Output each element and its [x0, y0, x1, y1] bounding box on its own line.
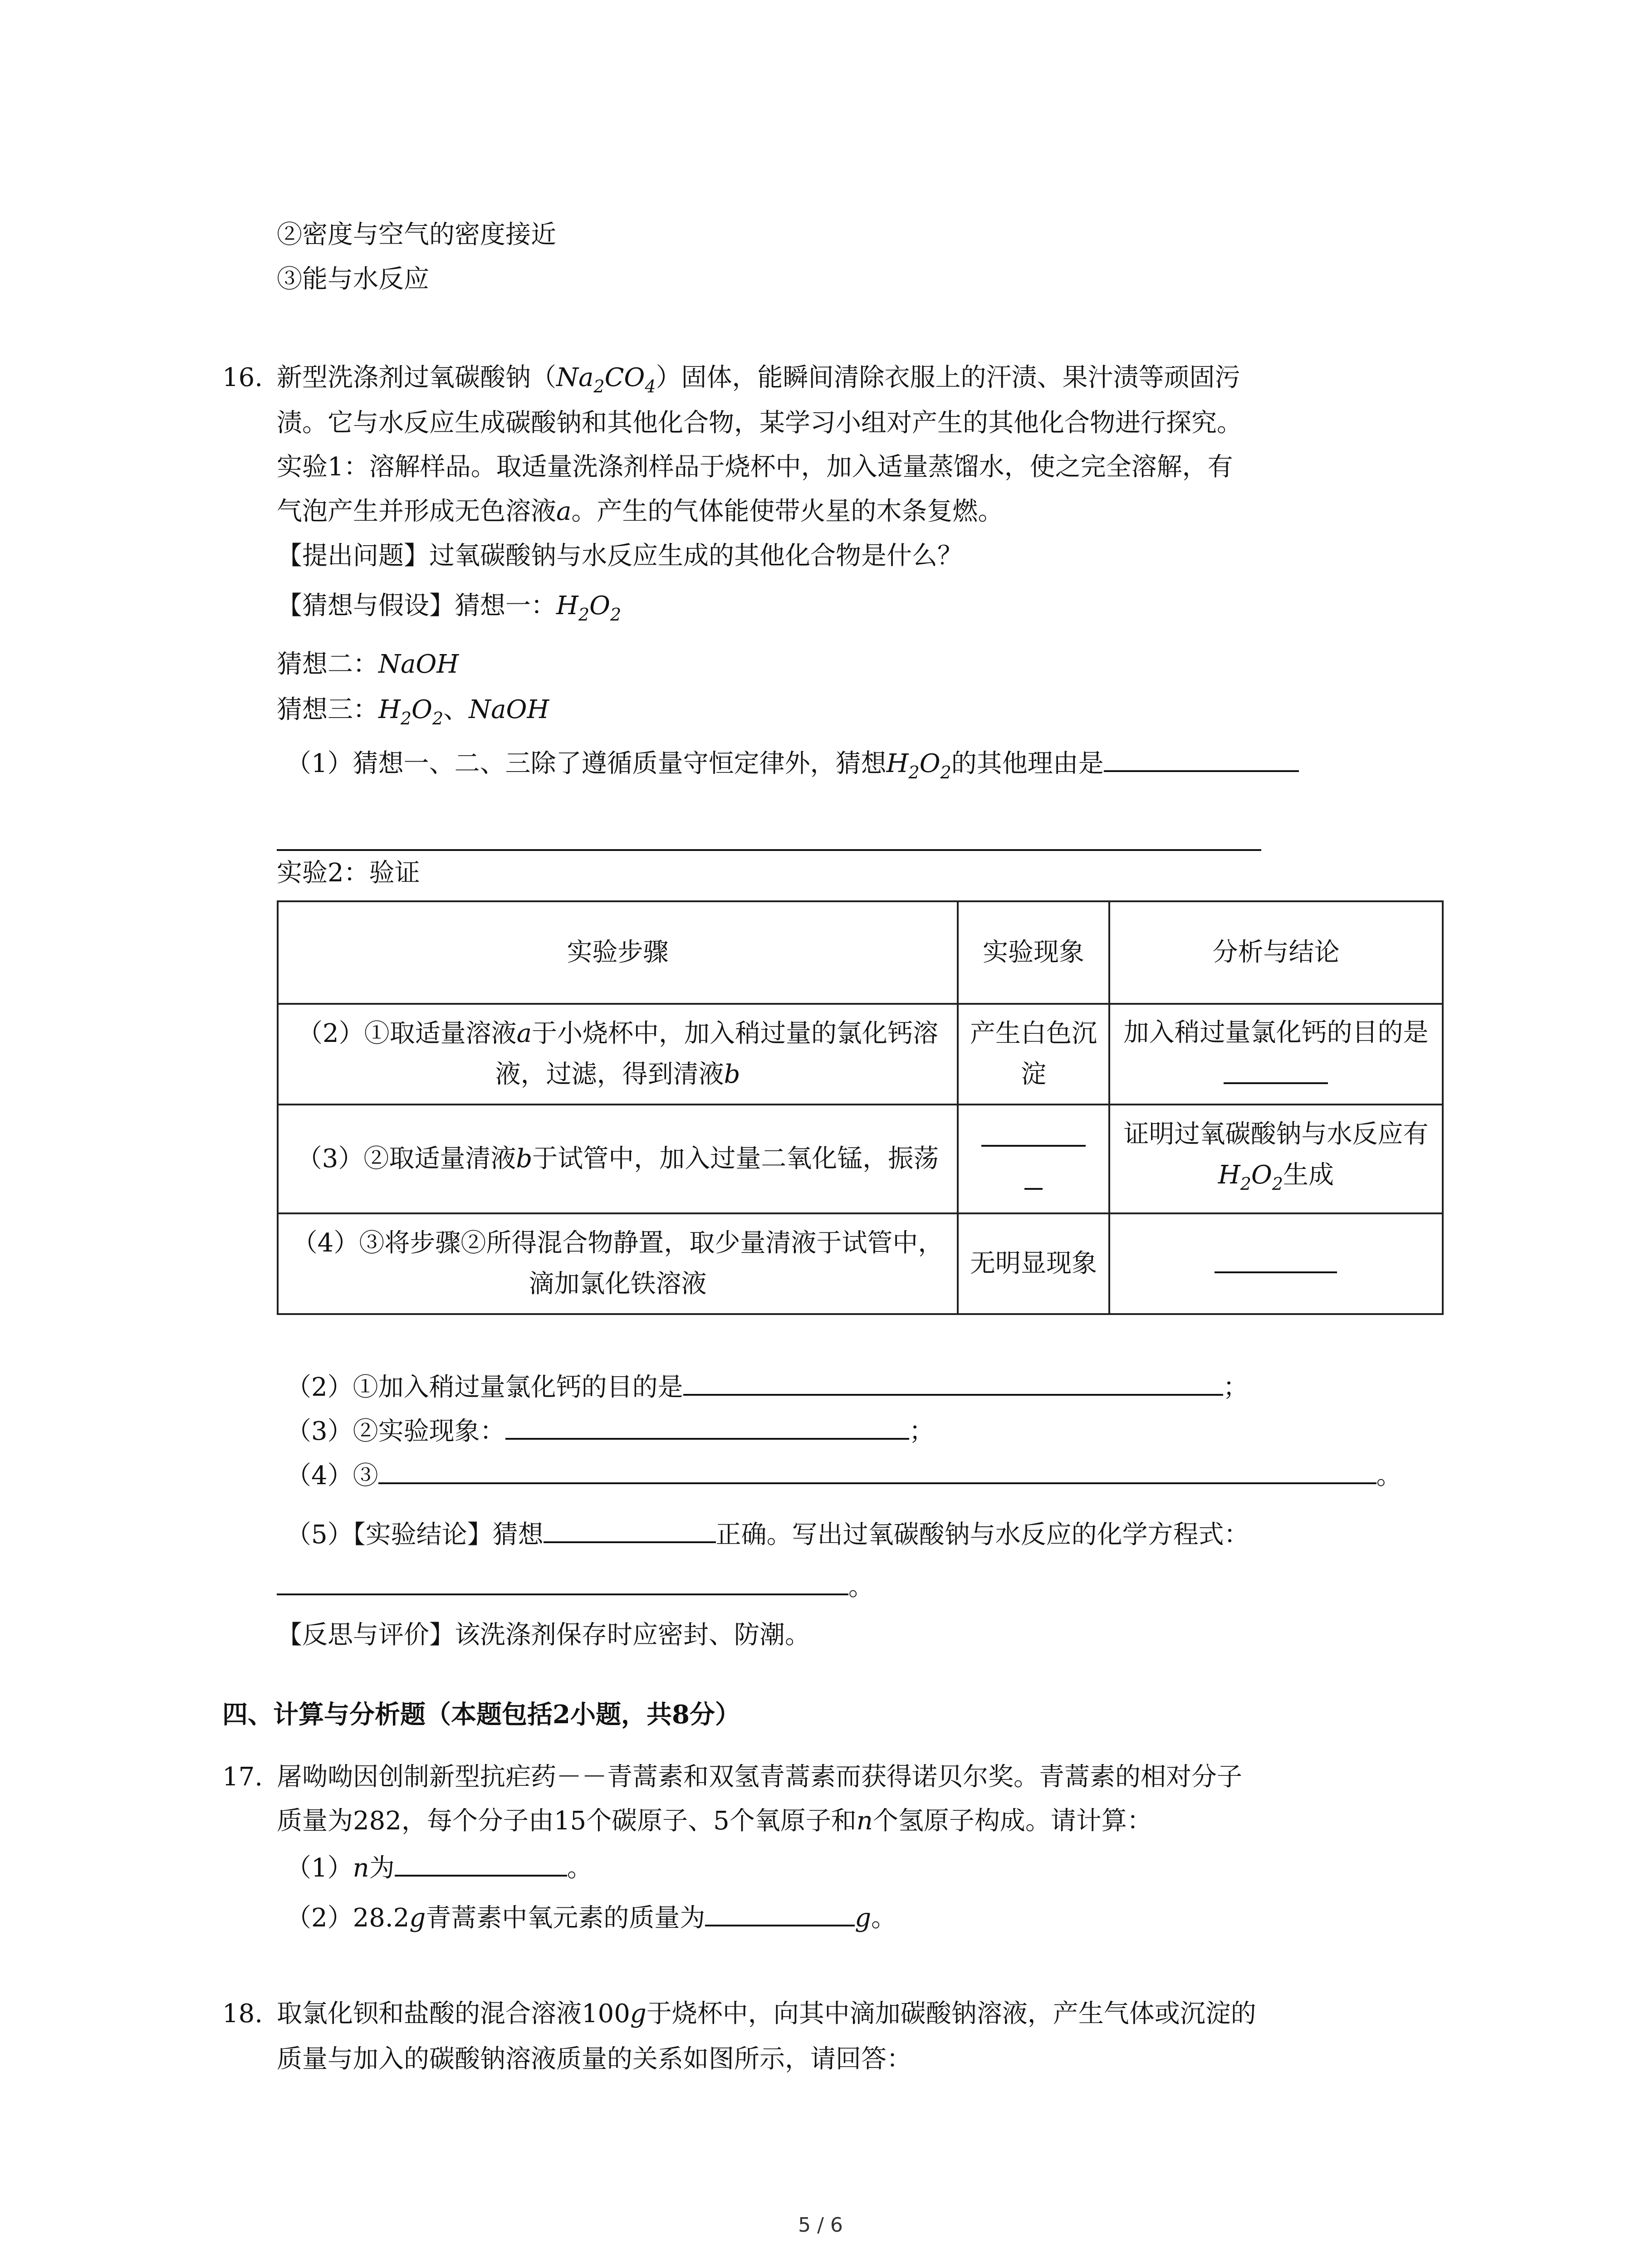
q17-sub1: （1）n为 。 [286, 1848, 593, 1887]
row3-step: （3）②取适量清液b于试管中，加入过量二氧化锰，振荡 [278, 1105, 958, 1213]
answer-blank-2[interactable] [683, 1368, 1223, 1396]
formula-na2co4: $Na_2CO_4$ [556, 363, 656, 396]
q17-sub2: （2）28.2g青蒿素中氧元素的质量为 g。 [286, 1898, 896, 1936]
header-steps: 实验步骤 [278, 901, 958, 1004]
row2-step: （2）①取适量溶液a于小烧杯中，加入稍过量的氯化钙溶液，过滤，得到清液b [278, 1004, 958, 1105]
page-number: 5 / 6 [798, 2214, 843, 2237]
row2-phenomenon: 产生白色沉淀 [958, 1004, 1109, 1105]
q16-line3: 实验1：溶解样品。取适量洗涤剂样品于烧杯中，加入适量蒸馏水，使之完全溶解，有 [277, 452, 1233, 482]
answer-blank-3[interactable] [505, 1412, 909, 1440]
q16-answer-5: （5）【实验结论】猜想 正确。写出过氧碳酸钠与水反应的化学方程式： [286, 1515, 1249, 1553]
q16-answer-4: （4）③ 。 [286, 1456, 1402, 1494]
q16-answer-3: （3）②实验现象： ； [286, 1412, 935, 1450]
answer-blank-1a[interactable] [1104, 744, 1299, 772]
section-4-title: 四、计算与分析题（本题包括2小题，共8分） [222, 1700, 740, 1730]
q16-part1: （1）猜想一、二、三除了遵循质量守恒定律外，猜想$H_2O_2$的其他理由是 [286, 744, 1299, 791]
q16-guess1: 【猜想与假设】猜想一：$H_2O_2$ [277, 591, 622, 625]
q18-line2: 质量与加入的碳酸钠溶液质量的关系如图所示，请回答： [277, 2044, 912, 2074]
q18-line1: 取氯化钡和盐酸的混合溶液100g于烧杯中，向其中滴加碳酸钠溶液，产生气体或沉淀的 [277, 1999, 1256, 2028]
q16-reflect: 【反思与评价】该洗涤剂保存时应密封、防潮。 [277, 1620, 810, 1650]
table-blank-r4[interactable] [1215, 1242, 1337, 1273]
q16-guess2: 猜想二：NaOH [277, 650, 459, 679]
answer-blank-4[interactable] [378, 1456, 1376, 1484]
q16-exp2-label: 实验2：验证 [277, 858, 420, 888]
answer-blank-1b[interactable] [277, 849, 1261, 851]
q16-question: 【提出问题】过氧碳酸钠与水反应生成的其他化合物是什么？ [277, 541, 963, 571]
q16-line4: 气泡产生并形成无色溶液a。产生的气体能使带火星的木条复燃。 [277, 497, 1004, 526]
table-row [278, 1105, 1443, 1213]
q18-number: 18. [222, 1999, 263, 2028]
table-blank-r2[interactable] [1224, 1053, 1328, 1084]
answer-blank-17-2[interactable] [705, 1898, 855, 1926]
prev-item-2: ②密度与空气的密度接近 [277, 220, 556, 249]
q16-equation-line: 。 [277, 1567, 874, 1605]
q16-answer-2: （2）①加入稍过量氯化钙的目的是 ； [286, 1368, 1249, 1406]
q16-number: 16. [222, 363, 263, 392]
row2-conclusion: 加入稍过量氯化钙的目的是 [1109, 1004, 1443, 1105]
q17-number: 17. [222, 1762, 263, 1792]
header-conclusion: 分析与结论 [1109, 901, 1443, 1004]
table-row [278, 1004, 1443, 1105]
row3-phenomenon[interactable] [958, 1105, 1109, 1213]
experiment-table [277, 900, 1444, 1315]
answer-blank-5a[interactable] [544, 1515, 716, 1543]
prev-item-3: ③能与水反应 [277, 264, 429, 294]
header-phenomenon: 实验现象 [958, 901, 1109, 1004]
q17-line1: 屠呦呦因创制新型抗疟药－－青蒿素和双氢青蒿素而获得诺贝尔奖。青蒿素的相对分子 [277, 1762, 1242, 1792]
table-blank-r3[interactable] [981, 1116, 1086, 1147]
formula-h2o2: $H_2O_2$ [556, 591, 622, 625]
answer-blank-17-1[interactable] [395, 1848, 567, 1877]
answer-blank-5b[interactable] [277, 1567, 848, 1595]
q16-line2: 渍。它与水反应生成碳酸钠和其他化合物，某学习小组对产生的其他化合物进行探究。 [277, 408, 1242, 438]
row4-step: （4）③将步骤②所得混合物静置，取少量清液于试管中，滴加氯化铁溶液 [278, 1213, 958, 1314]
row4-phenomenon: 无明显现象 [958, 1213, 1109, 1314]
q16-guess3: 猜想三：$H_2O_2$、NaOH [277, 695, 549, 728]
row3-conclusion: 证明过氧碳酸钠与水反应有$H_2O_2$生成 [1109, 1105, 1443, 1213]
table-row [278, 1213, 1443, 1314]
table-header-row [278, 901, 1443, 1004]
q17-line2: 质量为282，每个分子由15个碳原子、5个氧原子和n个氢原子构成。请计算： [277, 1806, 1152, 1836]
row4-conclusion[interactable] [1109, 1213, 1443, 1314]
q16-line1: 新型洗涤剂过氧碳酸钠$(Na_2CO_4)$固体，能瞬间清除衣服上的汗渍、果汁渍等顽固污 [277, 363, 1240, 396]
